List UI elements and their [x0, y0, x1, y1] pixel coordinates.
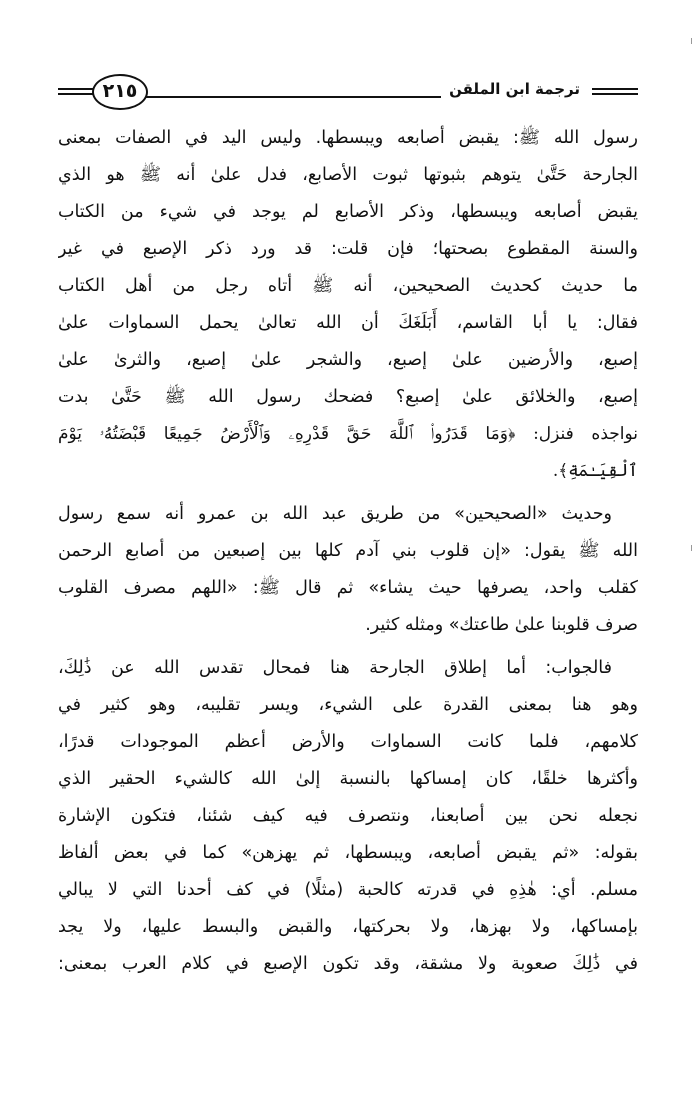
- running-title: ترجمة ابن الملقن: [441, 78, 588, 100]
- text-line: إصبع، والأرضين علىٰ إصبع، والشجر علىٰ إصبع، والثرىٰ علىٰ: [58, 350, 638, 370]
- page-edge-mark: [691, 38, 692, 44]
- text-line: نجعله نحن بين أصابعنا، ونتصرف فيه كيف شئنا، فتكون الإشارة: [58, 806, 638, 826]
- text-line: يقبض أصابعه ويبسطها، وذكر الأصابع لم يوجد في شيء من الكتاب: [58, 202, 638, 222]
- text-line: فالجواب: أما إطلاق الجارحة هنا فمحال تقدس الله عن ذَٰلِكَ،: [58, 658, 612, 678]
- text-line: وأكثرها خلقًا، كان إمساكها بالنسبة إلىٰ الله كالشيء الحقير الذي: [58, 769, 638, 789]
- text-line: مسلم. أي: هٰذِهِ في قدرته كالحبة (مثلًا) في كف أحدنا التي لا يبالي: [58, 880, 638, 900]
- text-line: بإمساكها، ولا بهزها، ولا بحركتها، والقبض والبسط عليها، ولا يجد: [58, 917, 638, 937]
- page-number: ٢١٥: [92, 74, 148, 110]
- text-line: ما حديث كحديث الصحيحين، أنه ﷺ أتاه رجل من أهل الكتاب: [58, 276, 638, 296]
- body-text: [58, 120, 638, 983]
- header-rule-right: [592, 88, 638, 95]
- header-rule-left: [58, 88, 94, 95]
- text-line: كلامهم، فلما كانت السماوات والأرض أعظم الموجودات قدرًا،: [58, 732, 638, 752]
- text-line: وهو هنا بمعنى القدرة على الشيء، ويسر تقليبه، وهو كثير في: [58, 695, 638, 715]
- quran-verse-line: نواجذه فنزل: ﴿وَمَا قَدَرُوا۟ ٱللَّهَ حَقَّ قَدْرِهِۦ وَٱلْأَرْضُ جَمِيعًا قَبْضَتُهُۥ يَوْمَ: [58, 424, 638, 444]
- text-line: الله ﷺ يقول: «إن قلوب بني آدم كلها بين إصبعين من أصابع الرحمن: [58, 541, 638, 561]
- text-line: الجارحة حَتَّىٰ يتوهم بثبوتها ثبوت الأصابع، فدل علىٰ أنه ﷺ هو الذي: [58, 165, 638, 185]
- text-line: كقلب واحد، يصرفها حيث يشاء» ثم قال ﷺ: «اللهم مصرف القلوب: [58, 578, 638, 598]
- text-line: إصبع، والخلائق علىٰ إصبع؟ فضحك رسول الله ﷺ حَتَّىٰ بدت: [58, 387, 638, 407]
- text-line: فقال: يا أبا القاسم، أَبَلَغَكَ أن الله تعالىٰ يحمل السماوات علىٰ: [58, 313, 638, 333]
- text-line: رسول الله ﷺ: يقبض أصابعه ويبسطها. وليس اليد في الصفات بمعنى: [58, 128, 638, 148]
- text-line: وحديث «الصحيحين» من طريق عبد الله بن عمرو أنه سمع رسول: [58, 504, 612, 524]
- page-header: [58, 70, 638, 114]
- text-line: صرف قلوبنا علىٰ طاعتك» ومثله كثير.: [365, 615, 638, 635]
- quran-verse-line: ٱلْقِيَـٰمَةِ﴾.: [552, 461, 638, 481]
- text-line: بقوله: «ثم يقبض أصابعه، ويبسطها، ثم يهزهن» كما في بعض ألفاظ: [58, 843, 638, 863]
- text-line: في ذَٰلِكَ صعوبة ولا مشقة، وقد تكون الإصبع في كلام العرب بمعنى:: [58, 954, 638, 974]
- text-line: والسنة المقطوع بصحتها؛ فإن قلت: قد ورد ذكر الإصبع في غير: [58, 239, 638, 259]
- page-edge-mark: [691, 545, 692, 551]
